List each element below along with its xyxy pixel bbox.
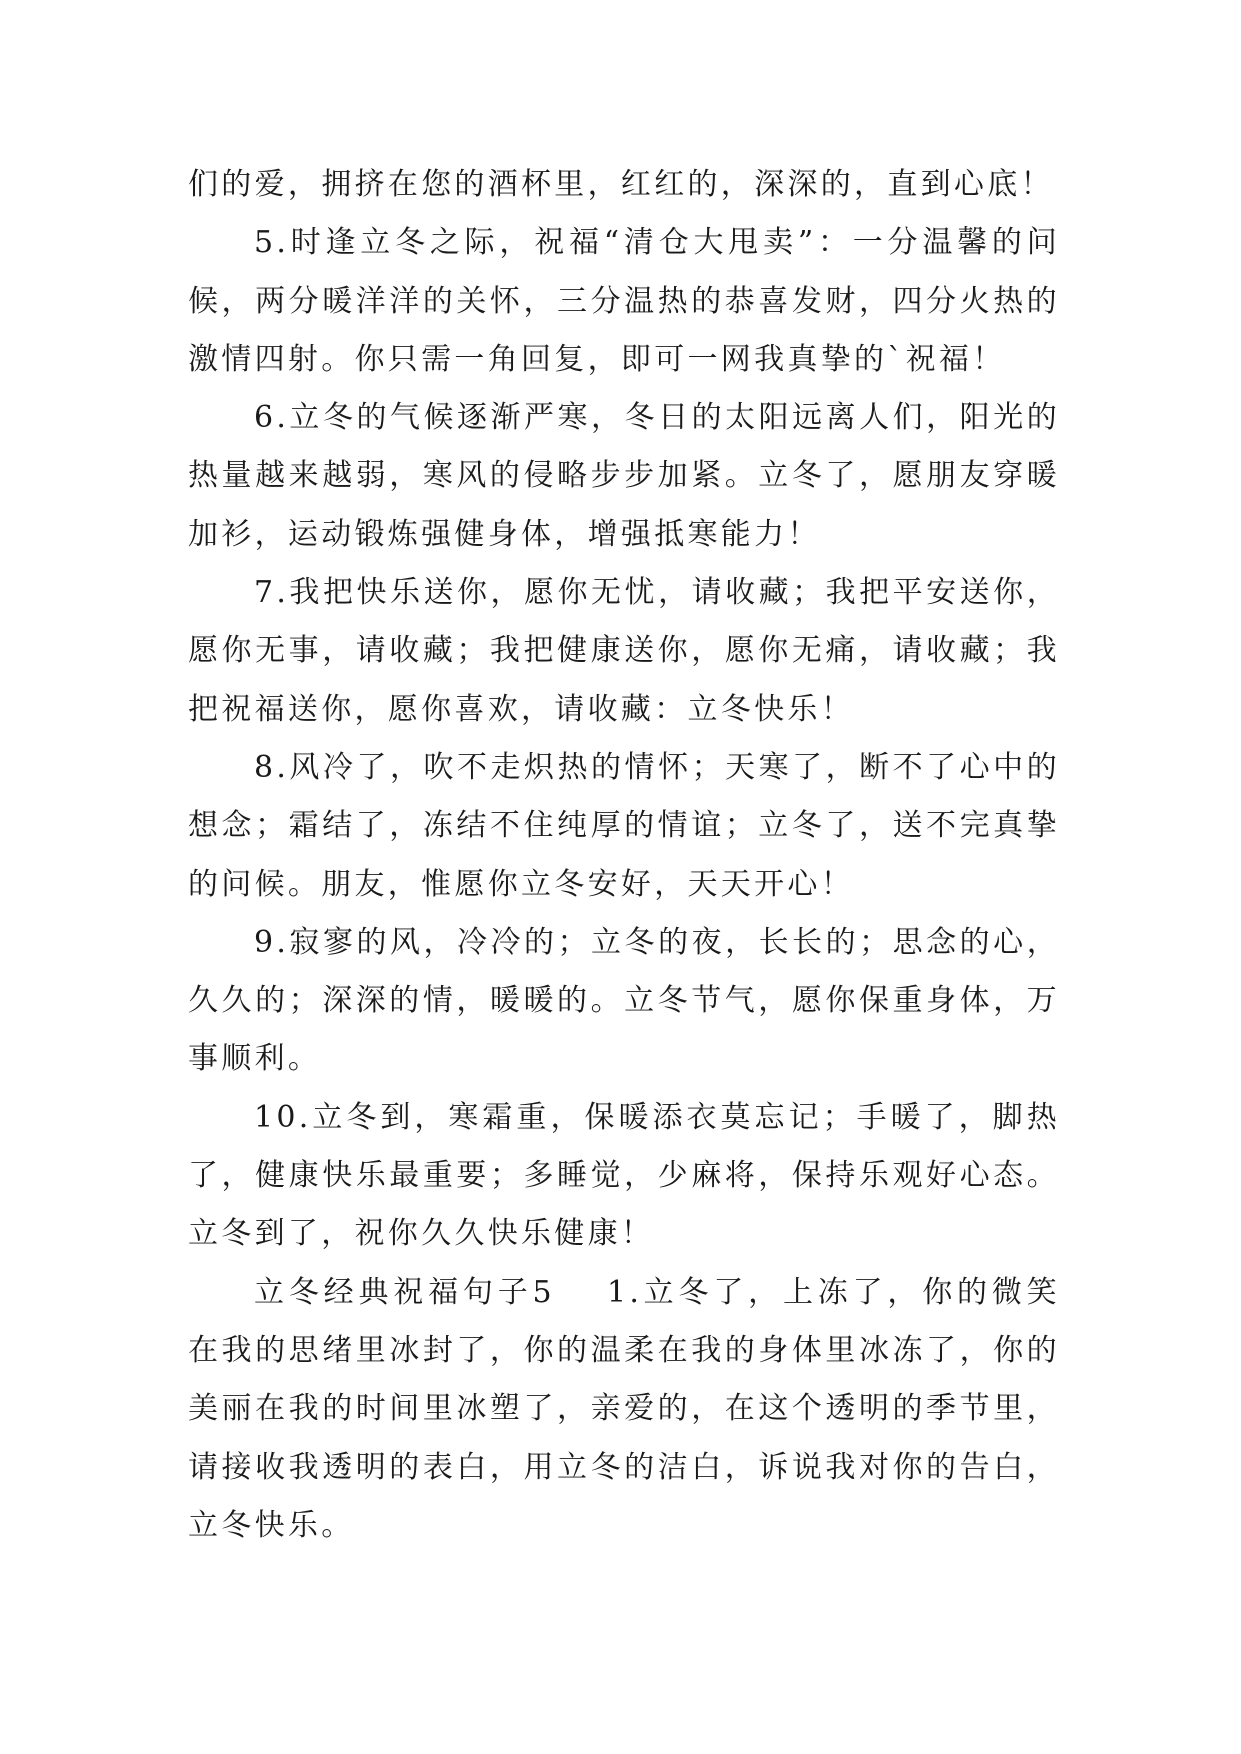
paragraph-item-8: 8.风冷了，吹不走炽热的情怀；天寒了，断不了心中的想念；霜结了，冻结不住纯厚的情谊；立冬了，送不完真挚的问候。朋友，惟愿你立冬安好，天天开心！: [188, 749, 1060, 902]
section-paragraph: [188, 1264, 1060, 1555]
section-first-item: 1.立冬了，上冻了，你的微笑在我的思绪里冰封了，你的温柔在我的身体里冰冻了，你的美丽在我的时间里冰塑了，亲爱的，在这个透明的季节里，请接收我透明的表白，用立冬的洁白，诉说我对你的告白，立冬快乐。: [188, 1274, 1060, 1543]
paragraph-item-6: 6.立冬的气候逐渐严寒，冬日的太阳远离人们，阳光的热量越来越弱，寒风的侵略步步加紧。立冬了，愿朋友穿暖加衫，运动锻炼强健身体，增强抵寒能力！: [188, 400, 1060, 552]
paragraph-intro-end: 们的爱，拥挤在您的酒杯里，红红的，深深的，直到心底！: [188, 167, 1054, 202]
paragraph-item-7: 7.我把快乐送你，愿你无忧，请收藏；我把平安送你，愿你无事，请收藏；我把健康送你，愿你无痛，请收藏；我把祝福送你，愿你喜欢，请收藏：立冬快乐！: [188, 575, 1060, 727]
document-body: [188, 156, 1060, 1555]
paragraph-item-5: 5.时逢立冬之际，祝福“清仓大甩卖”：一分温馨的问候，两分暖洋洋的关怀，三分温热的恭喜发财，四分火热的激情四射。你只需一角回复，即可一网我真挚的`祝福！: [188, 225, 1060, 377]
paragraph-item-9: 9.寂寥的风，冷冷的；立冬的夜，长长的；思念的心，久久的；深深的情，暖暖的。立冬节气，愿你保重身体，万事顺利。: [188, 924, 1060, 1077]
section-heading: 立冬经典祝福句子5: [254, 1274, 555, 1310]
paragraph-item-10: 10.立冬到，寒霜重，保暖添衣莫忘记；手暖了，脚热了，健康快乐最重要；多睡觉，少麻将，保持乐观好心态。立冬到了，祝你久久快乐健康！: [188, 1099, 1060, 1252]
